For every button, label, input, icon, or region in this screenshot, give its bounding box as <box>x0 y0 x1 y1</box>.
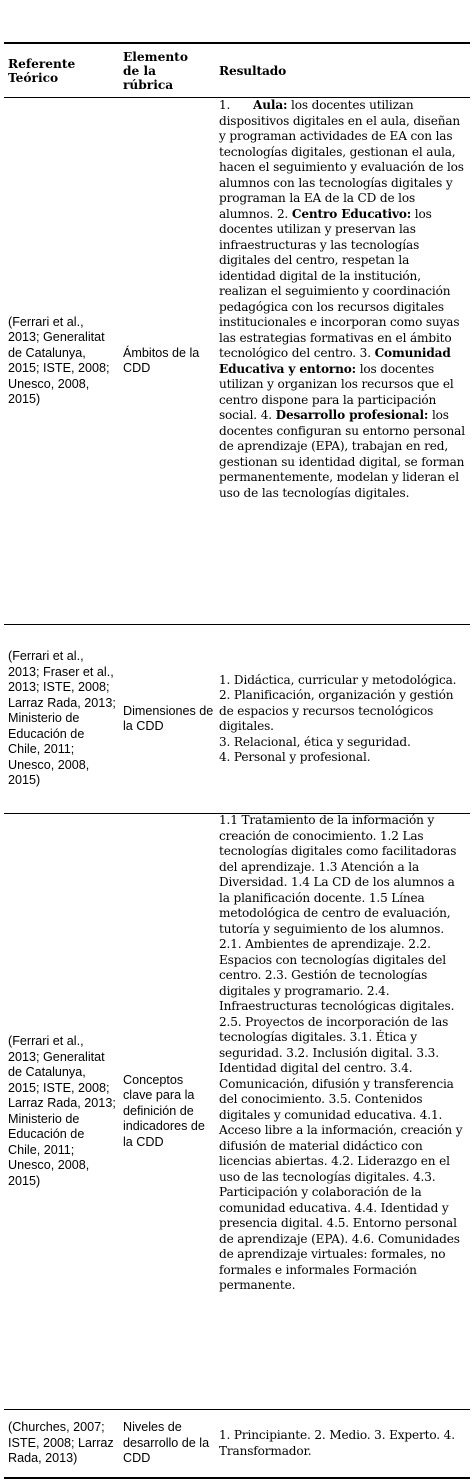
table-row-1-resultado: 1. Aula: los docentes utilizan dispositivos digitales en el aula, diseñan y programan actividades de EA con las tecnologías digitales, gestionan el aula, hacen el seguimiento y evaluación de los alumnos con las tecnologías digitales y programan la EA de la CD de los alumnos. 2. Centro Educativo: los docentes utilizan y preservan las infraestructuras y las tecnologías digitales del centro, respetan la identidad digital de la institución, realizan el seguimiento y coordinación pedagógica con los recursos digitales institucionales e incorporan como suyas las estrategias formativas en el ámbito tecnológico del centro. 3. Comunidad Educativa y entorno: los docentes utilizan y organizan los recursos que el centro dispone para la participación social. 4. Desarrollo profesional: los docentes configuran su entorno personal de aprendizaje (EPA), trabajan en red, gestionan su identidad digital, se forman permanentemente, modelan y lideran el uso de las tecnologías digitales. <box>219 98 465 500</box>
table-row-3-resultado: 1.1 Tratamiento de la información y creación de conocimiento. 1.2 Las tecnologías digitales como facilitadoras del aprendizaje. 1.3 Atención a la Diversidad. 1.4 La CD de los alumnos a la planificación docente. 1.5 Línea metodológica de centro de evaluación, tutoría y seguimiento de los alumnos. 2.1. Ambientes de aprendizaje. 2.2. Espacios con tecnologías digitales del centro. 2.3. Gestión de tecnologías digitales y programario. 2.4. Infraestructuras tecnológicas digitales. 2.5. Proyectos de incorporación de las tecnologías digitales. 3.1. Ética y seguridad. 3.2. Inclusión digital. 3.3. Identidad digital del centro. 3.4. Comunicación, difusión y transferencia del conocimiento. 3.5. Contenidos digitales y comunidad educativa. 4.1. Acceso libre a la información, creación y difusión de material didáctico con licencias abiertas. 4.2. Liderazgo en el uso de las tecnologías digitales. 4.3. Participación y colaboración de la comunidad educativa. 4.4. Identidad y presencia digital. 4.5. Entorno personal de aprendizaje (EPA). 4.6. Comunidades de aprendizaje virtuales: formales, no formales e informales Formación permanente. <box>219 813 463 1292</box>
table-row-4-referente: (Churches, 2007; ISTE, 2008; Larraz Rada, 2013) <box>8 1420 114 1466</box>
table-row-4-resultado: 1. Principiante. 2. Medio. 3. Experto. 4. Transformador. <box>219 1428 455 1458</box>
header-referente: Referente Teórico <box>8 57 76 85</box>
table-row-3-referente: (Ferrari et al., 2013; Generalitat de Catalunya, 2015; ISTE, 2008; Larraz Rada, 2013; Ministerio de Educación de Chile, 2011; Unesco, 2008, 2015) <box>8 1034 116 1188</box>
table-row-3-elemento: Conceptos clave para la definición de indicadores de la CDD <box>123 1072 205 1149</box>
table-row-1-referente: (Ferrari et al., 2013; Generalitat de Catalunya, 2015; ISTE, 2008; Unesco, 2008, 2015) <box>8 314 110 406</box>
table-row-2-elemento: Dimensiones de la CDD <box>123 703 214 733</box>
table-top-rule <box>4 42 470 44</box>
table-row-4-elemento: Niveles de desarrollo de la CDD <box>123 1420 210 1466</box>
header-elemento: Elemento de la rúbrica <box>123 50 188 92</box>
table-row-2-referente: (Ferrari et al., 2013; Fraser et al., 2013; ISTE, 2008; Larraz Rada, 2013; Ministerio de Educación de Chile, 2011; Unesco, 2008, 2015) <box>8 649 116 788</box>
table-bottom-rule <box>4 1477 470 1479</box>
header-resultado: Resultado <box>219 64 287 78</box>
table-row-2-resultado: 1. Didáctica, curricular y metodológica. 2. Planificación, organización y gestión de espacios y recursos tecnológicos digitales. 3. Relacional, ética y seguridad. 4. Personal y profesional. <box>219 672 457 764</box>
table-row-1-elemento: Ámbitos de la CDD <box>123 345 200 375</box>
